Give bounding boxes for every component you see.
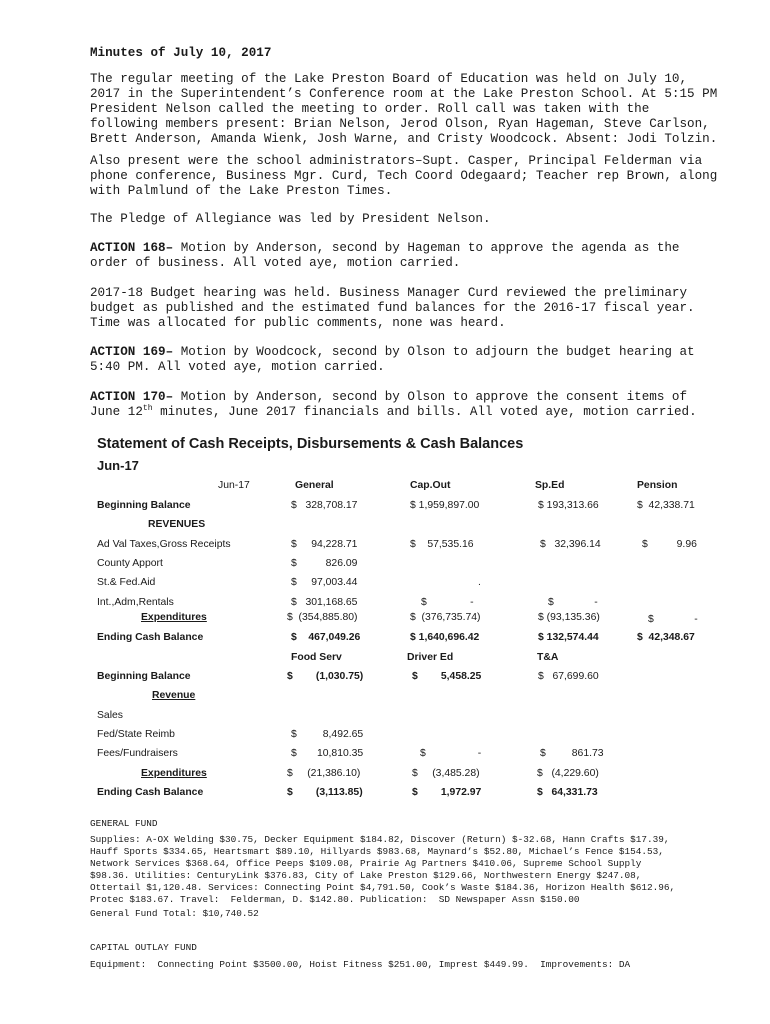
row-label-fees-fundraisers: Fees/Fundraisers xyxy=(97,748,178,759)
general-fund-total: General Fund Total: $10,740.52 xyxy=(90,908,259,919)
action-169-label: ACTION 169– xyxy=(90,345,174,359)
general-ending-cash-balance: $ 467,049.26 xyxy=(291,632,361,643)
general-county-apport: $ 826.09 xyxy=(291,558,358,569)
column-driver-ed: Driver Ed xyxy=(407,652,454,663)
action-170-text-b: minutes, June 2017 financials and bills. All voted aye, motion carried. xyxy=(152,405,697,419)
action-170-text-a: Motion by Anderson, second by Olson to approve the consent items of June 12 xyxy=(90,390,688,419)
section-label-revenues: REVENUES xyxy=(148,519,206,530)
ta-expenditures: $ (4,229.60) xyxy=(537,768,599,779)
action-170-label: ACTION 170– xyxy=(90,390,174,404)
sped-int-adm-rentals: $ - xyxy=(548,597,598,608)
row-label-beginning-balance: Beginning Balance xyxy=(97,500,191,511)
row-label-expenditures: Expenditures xyxy=(141,612,207,623)
column-food-service: Food Serv xyxy=(291,652,342,663)
general-state-fed-aid: $ 97,003.44 xyxy=(291,577,358,588)
pension-expenditures: $ - xyxy=(648,614,698,625)
row-label-beginning-balance-2: Beginning Balance xyxy=(97,671,191,682)
sped-expenditures: $ (93,135.36) xyxy=(538,612,600,623)
capout-state-fed-aid: . xyxy=(478,577,481,588)
ta-beginning-balance: $ 67,699.60 xyxy=(538,671,599,682)
capout-beginning-balance: $ 1,959,897.00 xyxy=(410,500,480,511)
action-169 xyxy=(90,345,730,375)
row-label-fed-state-reimb: Fed/State Reimb xyxy=(97,729,175,740)
ta-ending-cash-balance: $ 64,331.73 xyxy=(537,787,598,798)
row-label-state-fed-aid: St.& Fed.Aid xyxy=(97,577,156,588)
paragraph-also-present: Also present were the school administrators–Supt. Casper, Principal Felderman via phone conference, Business Mgr. Curd, Tech Coord Odegaard; Teacher rep Brown, along with Palmlund of the Lake Preston Times. xyxy=(90,154,718,198)
general-ad-val-taxes: $ 94,228.71 xyxy=(291,539,358,550)
general-fund-bills: Supplies: A-OX Welding $30.75, Decker Equipment $184.82, Discover (Return) $-32.68, Hann Crafts $17.39, Hauff Sports $334.65, Heartsmart $89.10, Hillyards $983.68, Maynard’s $52.80, Michael’s Fence $154.53, Network Services $368.64, Office Peeps $109.08, Prairie Ag Partners $410.06, Supreme School Supply $98.36. Utilities: CenturyLink $376.83, City of Lake Preston $129.66, Northwestern Energy $247.08, Ottertail $1,120.48. Services: Connecting Point $4,791.50, Cook’s Waste $184.36, Horizon Health $612.96, Protec $183.67. Travel: Felderman, D. $142.80. Publication: SD Newspaper Assn $150.00 xyxy=(90,834,676,905)
paragraph-budget-hearing: 2017-18 Budget hearing was held. Business Manager Curd reviewed the preliminary budget as published and the estimated fund balances for the 2016-17 fiscal year. Time was allocated for public comments, none was heard. xyxy=(90,286,695,330)
column-pension: Pension xyxy=(637,480,678,491)
sped-ad-val-taxes: $ 32,396.14 xyxy=(540,539,601,550)
sped-beginning-balance: $ 193,313.66 xyxy=(538,500,599,511)
general-fund-heading: GENERAL FUND xyxy=(90,818,158,829)
column-general: General xyxy=(295,480,334,491)
column-t-and-a: T&A xyxy=(537,652,559,663)
action-169-text: Motion by Woodcock, second by Olson to adjourn the budget hearing at 5:40 PM. All voted aye, motion carried. xyxy=(90,345,695,374)
column-capital-outlay: Cap.Out xyxy=(410,480,451,491)
statement-title: Statement of Cash Receipts, Disbursements & Cash Balances xyxy=(97,436,524,452)
pension-ending-cash-balance: $ 42,348.67 xyxy=(637,632,695,643)
food-fees-fundraisers: $ 10,810.35 xyxy=(291,748,364,759)
statement-month: Jun-17 xyxy=(97,458,139,473)
action-168-label: ACTION 168– xyxy=(90,241,174,255)
action-168-text: Motion by Anderson, second by Hageman to approve the agenda as the order of business. All voted aye, motion carried. xyxy=(90,241,680,270)
capital-outlay-heading: CAPITAL OUTLAY FUND xyxy=(90,942,197,953)
sped-ending-cash-balance: $ 132,574.44 xyxy=(538,632,599,643)
general-beginning-balance: $ 328,708.17 xyxy=(291,500,358,511)
column-special-ed: Sp.Ed xyxy=(535,480,565,491)
capout-ad-val-taxes: $ 57,535.16 xyxy=(410,539,474,550)
pension-ad-val-taxes: $ 9.96 xyxy=(642,539,697,550)
ta-fees-fundraisers: $ 861.73 xyxy=(540,748,604,759)
paragraph-roll-call: The regular meeting of the Lake Preston Board of Education was held on July 10, 2017 in the Superintendent’s Conference room at the Lake Preston School. At 5:15 PM President Nelson called the meeting to order. Roll call was taken with the following members present: Brian Nelson, Jerod Olson, Ryan Hageman, Steve Carlson, Brett Anderson, Amanda Wienk, Josh Warne, and Cristy Woodcock. Absent: Jodi Tolzin. xyxy=(90,72,718,146)
driver-ending-cash-balance: $ 1,972.97 xyxy=(412,787,482,798)
action-170 xyxy=(90,390,730,420)
capital-outlay-bills: Equipment: Connecting Point $3500.00, Hoist Fitness $251.00, Imprest $449.99. Improvements: DA xyxy=(90,959,631,970)
food-beginning-balance: $ (1,030.75) xyxy=(287,671,364,682)
action-168 xyxy=(90,241,730,271)
paragraph-pledge: The Pledge of Allegiance was led by President Nelson. xyxy=(90,212,491,226)
food-fed-state-reimb: $ 8,492.65 xyxy=(291,729,364,740)
general-expenditures: $ (354,885.80) xyxy=(287,612,358,623)
capout-ending-cash-balance: $ 1,640,696.42 xyxy=(410,632,480,643)
driver-beginning-balance: $ 5,458.25 xyxy=(412,671,482,682)
row-label-ending-cash-balance: Ending Cash Balance xyxy=(97,632,204,643)
food-expenditures: $ (21,386.10) xyxy=(287,768,361,779)
pension-beginning-balance: $ 42,338.71 xyxy=(637,500,695,511)
minutes-heading: Minutes of July 10, 2017 xyxy=(90,46,272,60)
section-label-revenue: Revenue xyxy=(152,690,196,701)
row-label-int-adm-rentals: Int.,Adm,Rentals xyxy=(97,597,174,608)
food-ending-cash-balance: $ (3,113.85) xyxy=(287,787,363,798)
capout-int-adm-rentals: $ - xyxy=(421,597,474,608)
driver-expenditures: $ (3,485.28) xyxy=(412,768,480,779)
row-label-expenditures-2: Expenditures xyxy=(141,768,207,779)
driver-fees-fundraisers: $ - xyxy=(420,748,482,759)
row-label-ending-cash-balance-2: Ending Cash Balance xyxy=(97,787,204,798)
row-label-county-apport: County Apport xyxy=(97,558,163,569)
capout-expenditures: $ (376,735.74) xyxy=(410,612,481,623)
general-int-adm-rentals: $ 301,168.65 xyxy=(291,597,358,608)
action-170-superscript: th xyxy=(142,403,153,413)
row-label-ad-val-taxes: Ad Val Taxes,Gross Receipts xyxy=(97,539,231,550)
header-month: Jun-17 xyxy=(218,480,250,491)
row-label-sales: Sales xyxy=(97,710,123,721)
